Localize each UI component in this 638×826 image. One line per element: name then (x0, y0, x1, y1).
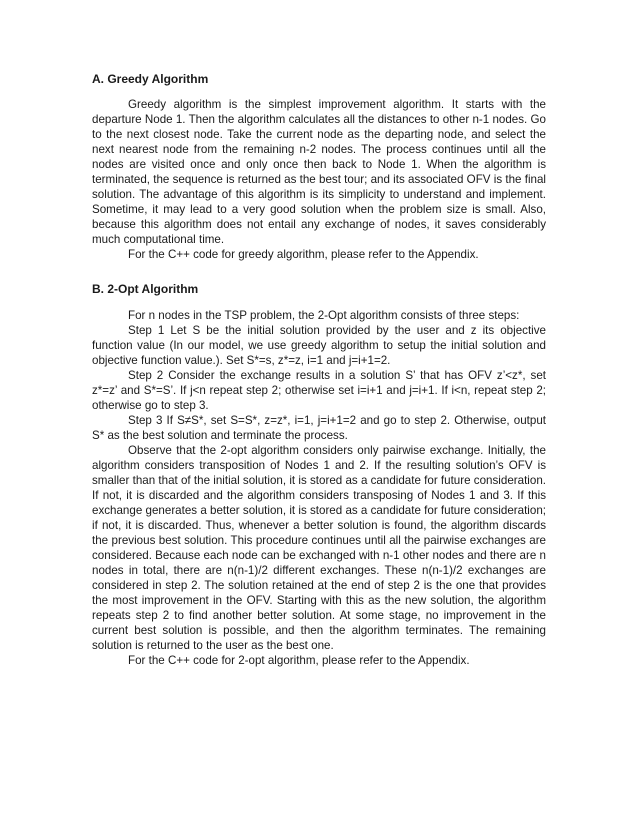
section-2opt-algorithm (92, 282, 546, 668)
2opt-intro-paragraph: For n nodes in the TSP problem, the 2-Opt algorithm consists of three steps: (128, 309, 520, 322)
section-b-heading: B. 2-Opt Algorithm (92, 282, 199, 296)
document-page (92, 64, 546, 668)
section-a-heading: A. Greedy Algorithm (92, 72, 209, 86)
2opt-step-2: Step 2 Consider the exchange results in a solution S’ that has OFV z’<z*, set z*=z’ and S*=S’. If j<n repeat step 2; otherwise set i=i+1 and j=i+1. If i<n, repeat step 2; otherwise go to step 3. (92, 369, 546, 412)
greedy-appendix-note: For the C++ code for greedy algorithm, please refer to the Appendix. (128, 248, 479, 261)
2opt-step-1: Step 1 Let S be the initial solution provided by the user and z its objective function value (In our model, we use greedy algorithm to setup the initial solution and objective function value.). Set S*=s, z*=z, i=1 and j=i+1=2. (92, 324, 546, 367)
greedy-description-paragraph: Greedy algorithm is the simplest improvement algorithm. It starts with the departure Node 1. Then the algorithm calculates all the distances to other n-1 nodes. Go to the next closest node. Take the current node as the departing node, and select the next nearest node from the remaining n-2 nodes. The process continues until all the nodes are visited once and only once then back to Node 1. When the algorithm is terminated, the sequence is returned as the best tour; and its associated OFV is the final solution. The advantage of this algorithm is its simplicity to understand and implement. Sometime, it may lead to a very good solution when the problem size is small. Also, because this algorithm does not entail any exchange of nodes, it saves considerably much computational time. (92, 98, 546, 246)
section-greedy-algorithm (92, 72, 546, 262)
2opt-observation-paragraph: Observe that the 2-opt algorithm considers only pairwise exchange. Initially, the algorithm considers transposition of Nodes 1 and 2. If the resulting solution’s OFV is smaller than that of the initial solution, it is stored as a candidate for future consideration. If not, it is discarded and the algorithm considers transposing of Nodes 1 and 3. If this exchange generates a better solution, it is stored as a candidate for future consideration; if not, it is discarded. Thus, whenever a better solution is found, the algorithm discards the previous best solution. This procedure continues until all the pairwise exchanges are considered. Because each node can be exchanged with n-1 other nodes and there are n nodes in total, there are n(n-1)/2 different exchanges. These n(n-1)/2 exchanges are considered in step 2. The solution retained at the end of step 2 is the one that provides the most improvement in the OFV. Starting with this as the new solution, the algorithm repeats step 2 to find another better solution. At some stage, no improvement in the current best solution is possible, and then the algorithm terminates. The remaining solution is returned to the user as the best one. (92, 444, 546, 652)
2opt-appendix-note: For the C++ code for 2-opt algorithm, please refer to the Appendix. (128, 654, 470, 667)
2opt-step-3: Step 3 If S≠S*, set S=S*, z=z*, i=1, j=i+1=2 and go to step 2. Otherwise, output S* as the best solution and terminate the process. (92, 414, 546, 442)
